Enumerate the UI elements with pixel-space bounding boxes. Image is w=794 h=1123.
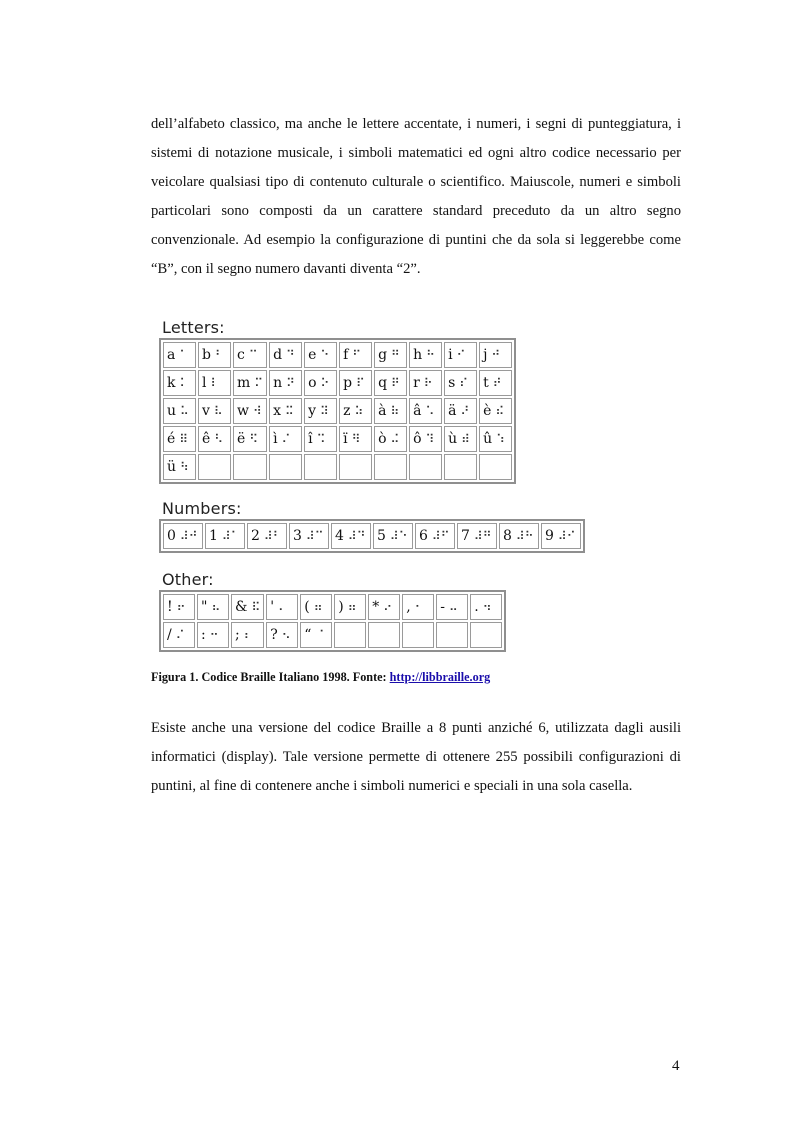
letters-cell: [198, 398, 231, 424]
braille-dots: ⠷: [390, 404, 400, 418]
letters-table: [159, 338, 516, 484]
letters-cell: [409, 398, 442, 424]
braille-char: v: [202, 403, 210, 419]
braille-char: 4: [335, 528, 344, 544]
braille-dots: ⠼⠚: [179, 529, 198, 543]
braille-dots: ⠍: [254, 376, 264, 390]
braille-dots: ⠓: [426, 348, 435, 362]
braille-char: r: [413, 375, 420, 391]
letters-cell: [163, 398, 196, 424]
braille-char: ù: [448, 431, 458, 447]
letters-cell: [479, 342, 512, 368]
braille-char: 3: [293, 528, 302, 544]
figure-caption: [151, 670, 490, 685]
braille-char: ô: [413, 431, 422, 447]
braille-dots: ⠥: [180, 404, 189, 418]
braille-char: û: [483, 431, 493, 447]
letters-row: [163, 454, 512, 480]
numbers-row: [163, 523, 581, 549]
letters-cell: [198, 454, 231, 480]
braille-char: ï: [343, 431, 348, 447]
letters-cell: [233, 398, 267, 424]
braille-dots: ⠃: [214, 348, 224, 362]
letters-cell: [304, 398, 337, 424]
numbers-cell: [247, 523, 287, 549]
letters-cell: [233, 342, 267, 368]
braille-dots: ⠱: [496, 432, 505, 446]
braille-dots: ⠦: [211, 600, 221, 614]
braille-dots: ⠇: [210, 376, 220, 390]
letters-cell: [198, 370, 231, 396]
letters-cell: [233, 426, 267, 452]
braille-dots: ⠞: [492, 376, 502, 390]
other-cell: [402, 594, 434, 620]
other-cell: [163, 594, 195, 620]
letters-cell: [409, 370, 442, 396]
braille-dots: ⠤: [449, 600, 458, 614]
braille-dots: ⠧: [213, 404, 223, 418]
braille-dots: ⠟: [391, 376, 400, 390]
braille-dots: ⠊: [456, 348, 466, 362]
letters-cell: [339, 398, 372, 424]
letters-cell: [269, 454, 302, 480]
letters-cell: [339, 342, 372, 368]
numbers-cell: [163, 523, 203, 549]
letters-cell: [304, 454, 337, 480]
letters-cell: [163, 426, 196, 452]
braille-dots: ⠋: [352, 348, 362, 362]
braille-dots: ⠩: [316, 432, 326, 446]
braille-dots: ⠏: [356, 376, 365, 390]
braille-dots: ⠼⠛: [473, 529, 492, 543]
numbers-table: [159, 519, 585, 553]
numbers-label: Numbers:: [162, 499, 242, 518]
braille-char: l: [202, 375, 207, 391]
braille-char: z: [343, 403, 351, 419]
braille-dots: ⠼⠙: [347, 529, 366, 543]
braille-char: f: [343, 347, 349, 363]
braille-char: î: [308, 431, 313, 447]
letters-cell: [409, 342, 442, 368]
other-cell: [163, 622, 195, 648]
numbers-cell: [373, 523, 413, 549]
braille-char: 6: [419, 528, 428, 544]
letters-cell: [479, 398, 512, 424]
braille-dots: ⠝: [286, 376, 295, 390]
letters-cell: [163, 370, 196, 396]
braille-char: /: [167, 627, 172, 643]
other-cell: [436, 622, 468, 648]
braille-char: ü: [167, 459, 177, 475]
other-cell: [368, 594, 400, 620]
braille-char: “: [304, 627, 312, 643]
letters-row: [163, 398, 512, 424]
other-cell: [436, 594, 468, 620]
letters-cell: [374, 370, 407, 396]
braille-dots: ⠶: [313, 600, 323, 614]
letters-row: [163, 342, 512, 368]
other-row: [163, 594, 502, 620]
braille-dots: ⠼⠋: [431, 529, 450, 543]
braille-dots: ⠑: [320, 348, 330, 362]
braille-dots: ⠙: [286, 348, 295, 362]
braille-char: p: [343, 375, 353, 391]
letters-cell: [163, 342, 196, 368]
braille-char: u: [167, 403, 177, 419]
letters-cell: [269, 426, 302, 452]
braille-dots: ⠼⠉: [305, 529, 324, 543]
numbers-cell: [541, 523, 581, 549]
braille-char: 8: [503, 528, 512, 544]
braille-char: h: [413, 347, 423, 363]
braille-char: a: [167, 347, 176, 363]
letters-row: [163, 426, 512, 452]
braille-dots: ⠻: [351, 432, 361, 446]
other-label: Other:: [162, 570, 214, 589]
paragraph-8-dot: Esiste anche una versione del codice Braille a 8 punti anziché 6, utilizzata dagli ausili informatici (display). Tale versione permette di ottenere 255 possibili configurazioni di puntini, al fine di contenere anche i simboli numerici e speciali in una sola casella.: [151, 720, 681, 794]
braille-dots: ⠫: [249, 432, 259, 446]
braille-char: ": [201, 599, 208, 615]
letters-label: Letters:: [162, 318, 225, 337]
other-cell: [231, 622, 264, 648]
braille-dots: ⠢: [281, 628, 291, 642]
braille-dots: ⠂: [414, 600, 424, 614]
letters-row: [163, 370, 512, 396]
letters-cell: [163, 454, 196, 480]
letters-cell: [339, 370, 372, 396]
braille-dots: ⠡: [425, 404, 435, 418]
letters-cell: [444, 342, 477, 368]
braille-dots: ⠯: [251, 600, 261, 614]
other-cell: [334, 622, 366, 648]
braille-char: ê: [202, 431, 211, 447]
other-row: [163, 622, 502, 648]
braille-char: i: [448, 347, 453, 363]
braille-char: ,: [406, 599, 411, 615]
letters-cell: [198, 342, 231, 368]
braille-char: n: [273, 375, 283, 391]
braille-char: x: [273, 403, 281, 419]
braille-dots: ⠼⠑: [389, 529, 408, 543]
numbers-cell: [289, 523, 329, 549]
braille-char: c: [237, 347, 245, 363]
braille-char: 7: [461, 528, 470, 544]
braille-char: (: [304, 599, 310, 615]
braille-dots: ⠌: [281, 432, 291, 446]
other-cell: [197, 622, 229, 648]
letters-cell: [374, 342, 407, 368]
braille-char: j: [483, 347, 488, 363]
braille-dots: ⠶: [347, 600, 357, 614]
braille-char: k: [167, 375, 176, 391]
other-cell: [197, 594, 229, 620]
braille-dots: ⠅: [179, 376, 189, 390]
braille-dots: ⠭: [284, 404, 294, 418]
braille-dots: ⠣: [214, 432, 224, 446]
braille-dots: ⠄: [278, 600, 287, 614]
braille-char: à: [378, 403, 387, 419]
braille-char: &: [235, 599, 248, 615]
braille-dots: ⠗: [423, 376, 433, 390]
braille-char: 5: [377, 528, 386, 544]
braille-dots: ⠼⠁: [221, 529, 240, 543]
braille-char: ò: [378, 431, 387, 447]
braille-dots: ⠹: [425, 432, 435, 446]
braille-char: â: [413, 403, 422, 419]
numbers-cell: [331, 523, 371, 549]
braille-dots: ⠮: [495, 404, 505, 418]
letters-cell: [479, 454, 512, 480]
braille-dots: ⠺: [252, 404, 262, 418]
letters-cell: [339, 426, 372, 452]
braille-dots: ⠔: [383, 600, 393, 614]
braille-char: y: [308, 403, 316, 419]
other-cell: [402, 622, 434, 648]
other-table: [159, 590, 506, 652]
letters-cell: [444, 454, 477, 480]
letters-cell: [304, 370, 337, 396]
braille-dots: ⠼⠓: [515, 529, 534, 543]
other-cell: [368, 622, 400, 648]
braille-dots: ⠼⠃: [263, 529, 282, 543]
braille-dots: ⠁: [179, 348, 189, 362]
braille-char: .: [474, 599, 479, 615]
braille-dots: ⠾: [461, 432, 470, 446]
other-cell: [231, 594, 264, 620]
letters-cell: [233, 454, 267, 480]
letters-cell: [269, 398, 302, 424]
braille-char: -: [440, 599, 445, 615]
braille-char: ): [338, 599, 344, 615]
letters-cell: [304, 426, 337, 452]
other-cell: [470, 622, 502, 648]
other-cell: [300, 622, 332, 648]
braille-char: ': [270, 599, 275, 615]
braille-char: !: [167, 599, 173, 615]
source-link[interactable]: http://libbraille.org: [389, 670, 491, 684]
letters-cell: [198, 426, 231, 452]
letters-cell: [409, 426, 442, 452]
braille-dots: ⠌: [175, 628, 185, 642]
letters-cell: [269, 342, 302, 368]
braille-char: e: [308, 347, 317, 363]
numbers-cell: [415, 523, 455, 549]
braille-dots: ⠲: [482, 600, 492, 614]
braille-char: ì: [273, 431, 278, 447]
braille-dots: ⠵: [354, 404, 364, 418]
letters-cell: [269, 370, 302, 396]
braille-char: s: [448, 375, 456, 391]
braille-dots: ⠜: [460, 404, 470, 418]
other-cell: [300, 594, 332, 620]
braille-dots: ⠆: [243, 628, 253, 642]
braille-dots: ⠕: [320, 376, 330, 390]
letters-cell: [339, 454, 372, 480]
braille-char: 1: [209, 528, 218, 544]
braille-char: :: [201, 627, 206, 643]
braille-char: é: [167, 431, 176, 447]
braille-dots: ⠽: [320, 404, 329, 418]
braille-char: ä: [448, 403, 457, 419]
page-number: 4: [672, 1058, 680, 1074]
braille-dots: ⠎: [459, 376, 469, 390]
braille-char: q: [378, 375, 388, 391]
letters-cell: [374, 426, 407, 452]
other-cell: [266, 622, 298, 648]
braille-char: *: [372, 599, 380, 615]
braille-char: t: [483, 375, 489, 391]
braille-dots: ⠖: [176, 600, 186, 614]
letters-cell: [479, 370, 512, 396]
braille-dots: ⠒: [209, 628, 219, 642]
braille-char: 0: [167, 528, 176, 544]
letters-cell: [444, 398, 477, 424]
braille-char: ?: [270, 627, 278, 643]
braille-char: m: [237, 375, 251, 391]
paragraph-intro: dell’alfabeto classico, ma anche le lettere accentate, i numeri, i segni di punteggiatura, i sistemi di notazione musicale, i simboli matematici ed ogni altro codice necessario per veicolare qualsiasi tipo di contenuto culturale o scientifico. Maiuscole, numeri e simboli particolari sono composti da un carattere standard preceduto da un altro segno convenzionale. Ad esempio la configurazione di puntini che da sola si leggerebbe come “B”, con il segno numero davanti diventa “2”.: [151, 116, 681, 277]
braille-dots: ⠛: [391, 348, 400, 362]
other-cell: [334, 594, 366, 620]
letters-cell: [374, 454, 407, 480]
letters-cell: [479, 426, 512, 452]
other-cell: [470, 594, 502, 620]
braille-char: o: [308, 375, 317, 391]
braille-char: ;: [235, 627, 240, 643]
caption-text: Figura 1. Codice Braille Italiano 1998. Fonte:: [151, 670, 390, 684]
braille-char: 2: [251, 528, 260, 544]
braille-dots: ⠼⠊: [557, 529, 576, 543]
braille-dots: ⠳: [180, 460, 189, 474]
braille-dots: ⠬: [390, 432, 400, 446]
braille-char: ë: [237, 431, 246, 447]
numbers-cell: [499, 523, 539, 549]
numbers-cell: [457, 523, 497, 549]
numbers-cell: [205, 523, 245, 549]
letters-cell: [233, 370, 267, 396]
braille-char: w: [237, 403, 249, 419]
braille-char: è: [483, 403, 492, 419]
braille-dots: ⠈: [315, 628, 325, 642]
letters-cell: [444, 370, 477, 396]
letters-cell: [304, 342, 337, 368]
braille-dots: ⠚: [491, 348, 501, 362]
braille-char: g: [378, 347, 388, 363]
letters-cell: [374, 398, 407, 424]
braille-char: 9: [545, 528, 554, 544]
letters-cell: [444, 426, 477, 452]
braille-char: d: [273, 347, 283, 363]
braille-char: b: [202, 347, 211, 363]
letters-cell: [409, 454, 442, 480]
braille-dots: ⠿: [179, 432, 189, 446]
braille-dots: ⠉: [248, 348, 258, 362]
other-cell: [266, 594, 298, 620]
